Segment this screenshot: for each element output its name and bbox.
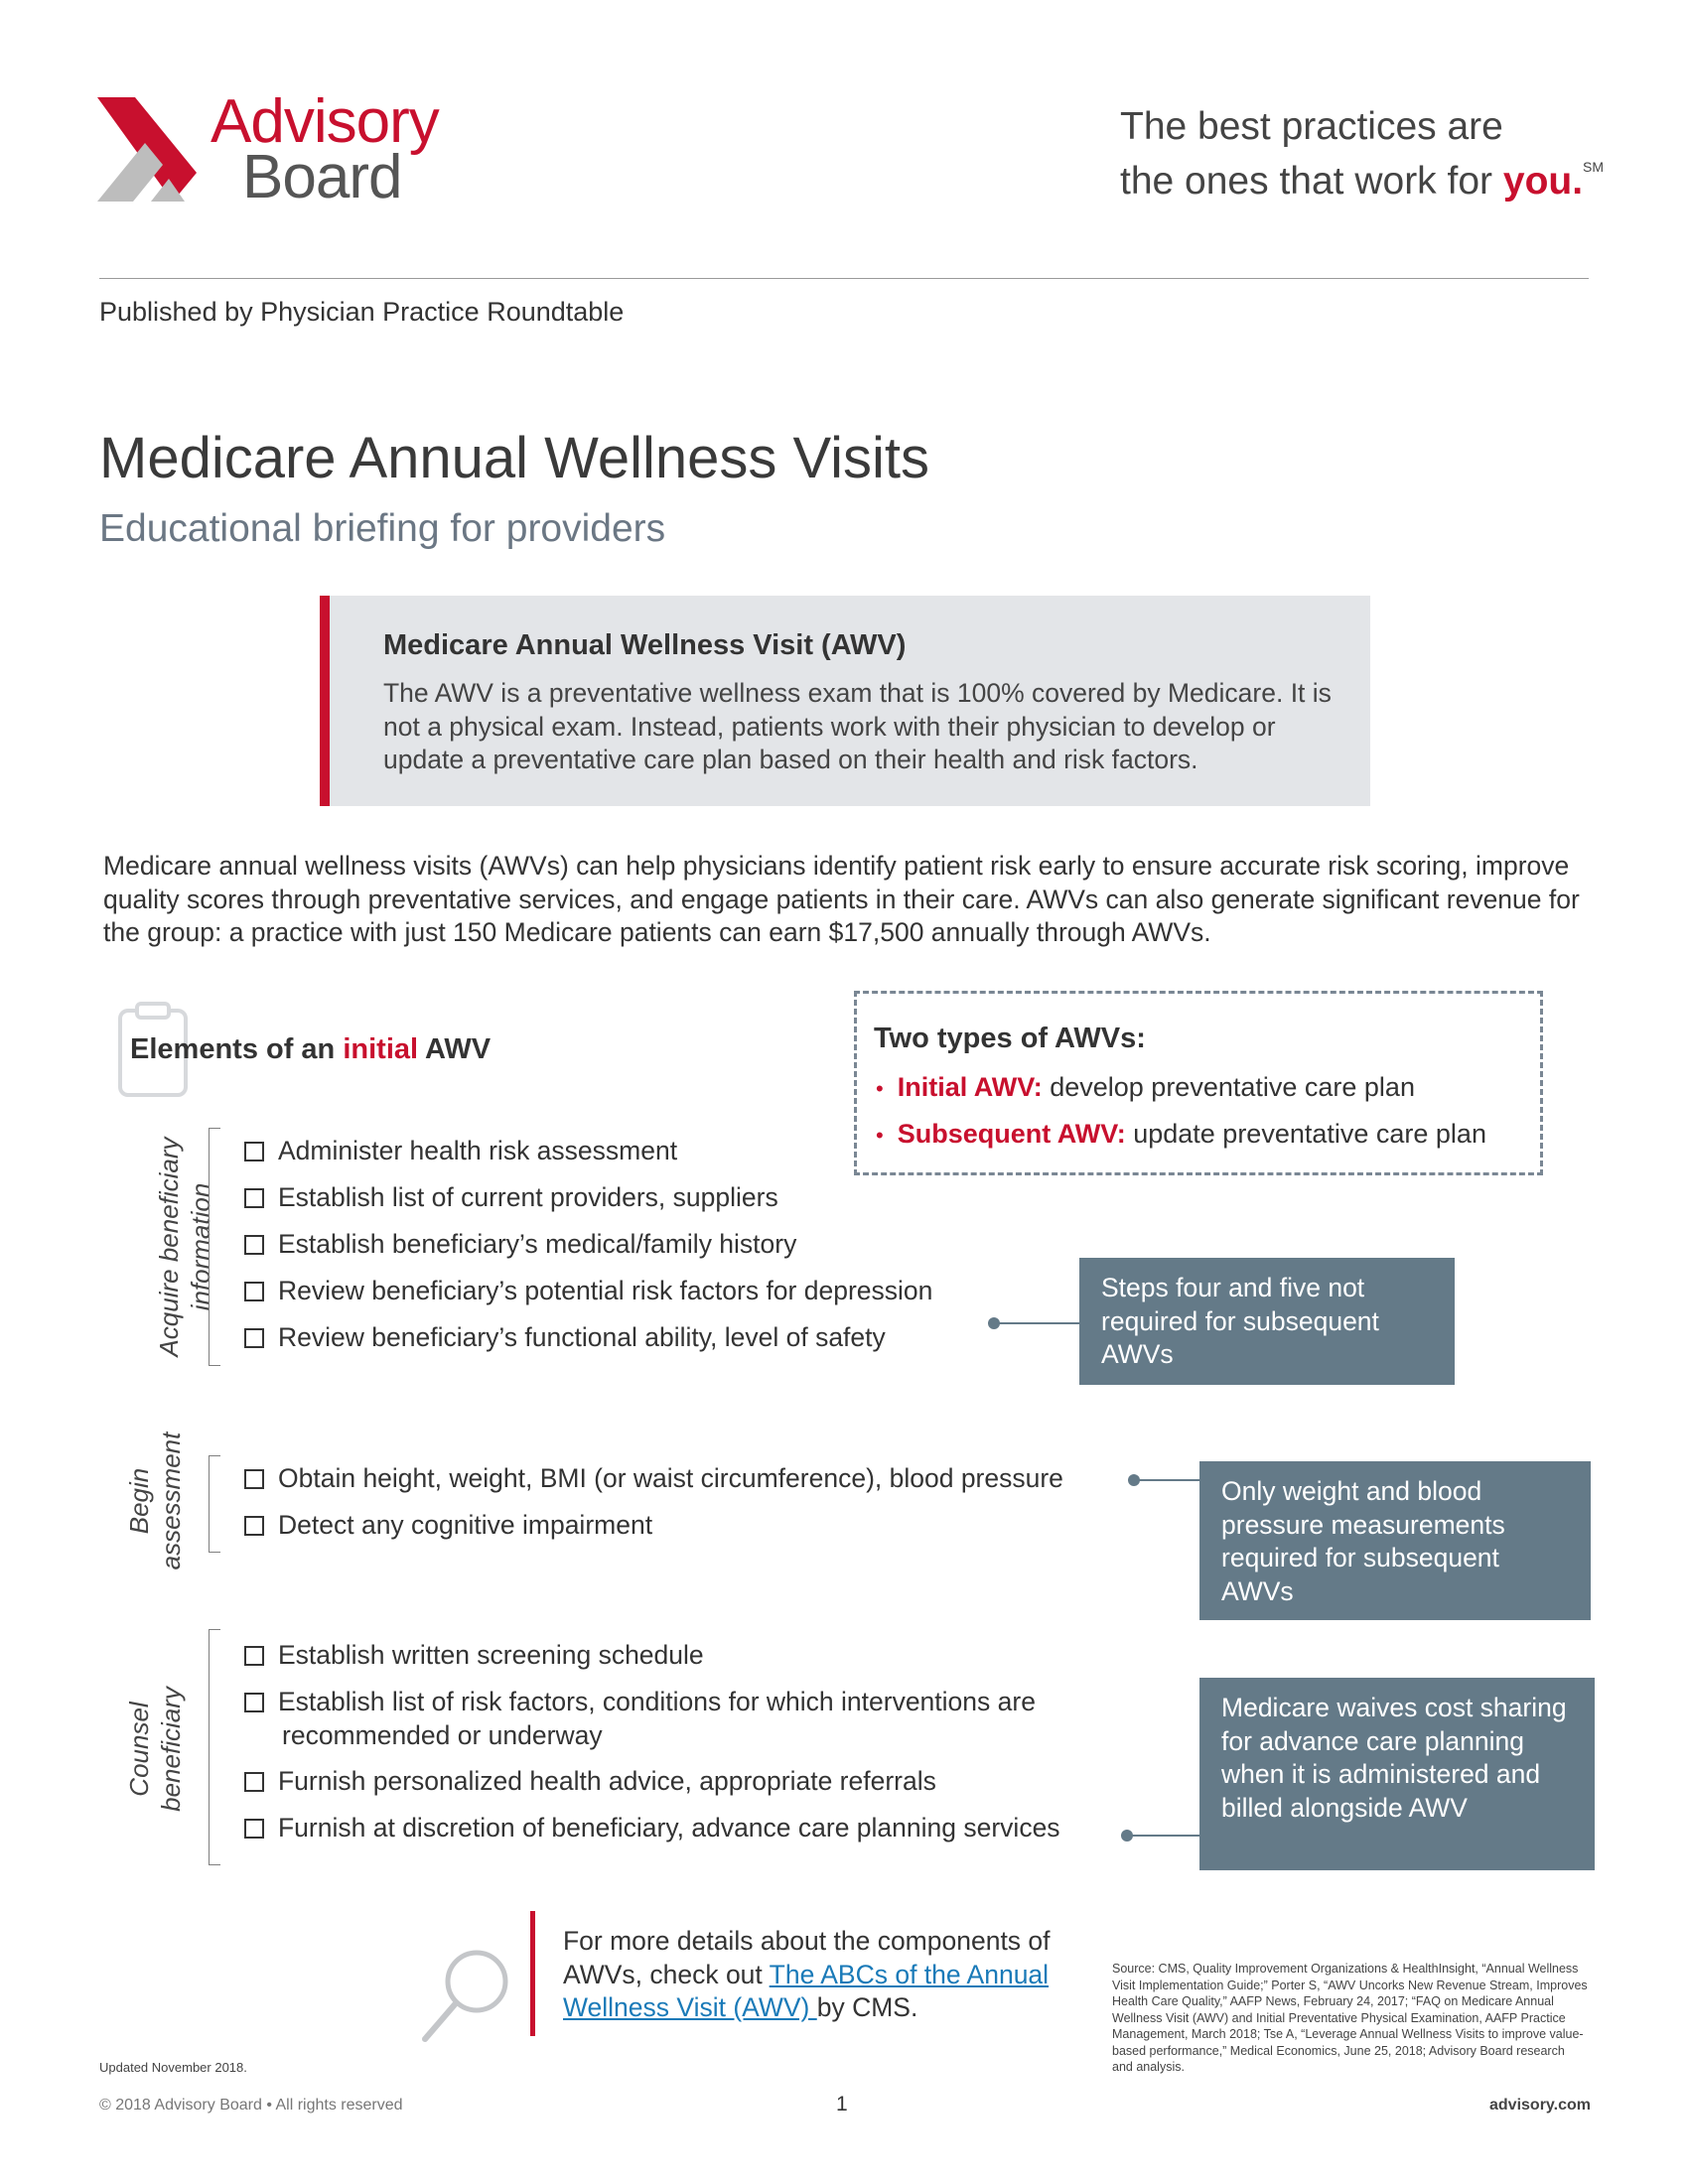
checklist-item: Furnish at discretion of beneficiary, advance care planning services <box>244 1812 1060 1845</box>
checkbox-icon <box>244 1469 264 1489</box>
note-connector-line <box>1127 1835 1199 1837</box>
checkbox-icon <box>244 1142 264 1161</box>
updated-date: Updated November 2018. <box>99 2060 247 2075</box>
header-divider <box>99 278 1589 279</box>
page-subtitle: Educational briefing for providers <box>99 507 666 550</box>
checklist-item: Establish beneficiary’s medical/family history <box>244 1228 796 1262</box>
bullet-icon: • <box>876 1123 884 1148</box>
checklist-item: Obtain height, weight, BMI (or waist circumference), blood pressure <box>244 1462 1063 1496</box>
service-mark: SM <box>1583 159 1605 175</box>
checkbox-icon <box>244 1188 264 1208</box>
checklist-item: Establish written screening schedule <box>244 1639 704 1673</box>
note-connector-line <box>994 1322 1079 1324</box>
copyright: © 2018 Advisory Board • All rights reserved <box>99 2097 403 2114</box>
source-citation: Source: CMS, Quality Improvement Organizations & HealthInsight, “Annual Wellness Visit Implementation Guide;” Porter S, “AWV Uncorks New Revenue Stream, Improves Health Care Quality,” AAFP News, February 24, 2017; “FAQ on Medicare Annual Wellness Visit (AWV) and Initial Preventative Physical Examination, AAFP Practice Management, March 2018; Tse A, “Leverage Annual Wellness Visits to improve value-based performance,” Medical Economics, June 25, 2018; Advisory Board research and analysis. <box>1112 1962 1588 2074</box>
tagline-you: you. <box>1502 160 1584 203</box>
awv-types-title: Two types of AWVs: <box>874 1023 1146 1054</box>
page-number: 1 <box>836 2093 848 2116</box>
tagline: The best practices are the ones that work for you.℠ <box>1120 105 1605 203</box>
checkbox-icon <box>244 1772 264 1792</box>
logo-wordmark-advisory: Advisory <box>211 87 439 156</box>
checkbox-icon <box>244 1328 264 1348</box>
page-title: Medicare Annual Wellness Visits <box>99 426 930 490</box>
group-label-acquire: Acquire beneficiary information <box>154 1137 215 1357</box>
checklist-item: Review beneficiary’s potential risk factors for depression <box>244 1275 932 1308</box>
group-bracket-begin <box>209 1455 220 1553</box>
checkbox-icon <box>244 1235 264 1255</box>
awv-type-initial: • Initial AWV: develop preventative care plan <box>876 1072 1415 1102</box>
checklist-item: Furnish personalized health advice, appropriate referrals <box>244 1765 936 1799</box>
elements-heading-highlight: initial <box>343 1033 419 1065</box>
checklist-item: Review beneficiary’s functional ability, level of safety <box>244 1321 886 1355</box>
elements-heading: Elements of an initial AWV <box>130 1033 492 1065</box>
note-connector-line <box>1134 1479 1199 1481</box>
website-link[interactable]: advisory.com <box>1489 2097 1591 2114</box>
note-advance-care-planning: Medicare waives cost sharing for advance care planning when it is administered and billed alongside AWV <box>1199 1678 1595 1870</box>
checkbox-icon <box>244 1282 264 1301</box>
checkbox-icon <box>244 1819 264 1839</box>
callout-body: The AWV is a preventative wellness exam that is 100% covered by Medicare. It is not a physical exam. Instead, patients work with their physician to develop or update a preventative care plan based on their health and risk factors. <box>383 678 1332 774</box>
magnifying-glass-icon <box>419 1944 514 2045</box>
callout-title: Medicare Annual Wellness Visit (AWV) <box>383 629 907 661</box>
note-subsequent-steps: Steps four and five not required for subsequent AWVs <box>1079 1258 1455 1385</box>
group-label-begin: Begin assessment <box>124 1432 186 1570</box>
group-bracket-counsel <box>209 1629 220 1865</box>
bullet-icon: • <box>876 1076 884 1101</box>
publisher-line: Published by Physician Practice Roundtable <box>99 297 625 327</box>
checklist-item: Establish list of risk factors, conditions for which interventions are recommended or underway <box>244 1686 1036 1752</box>
checkbox-icon <box>244 1516 264 1536</box>
checkbox-icon <box>244 1646 264 1666</box>
checklist-item: Establish list of current providers, suppliers <box>244 1181 778 1215</box>
group-label-counsel: Counsel beneficiary <box>124 1687 186 1812</box>
checkbox-icon <box>244 1693 264 1712</box>
awv-type-subsequent: • Subsequent AWV: update preventative care plan <box>876 1119 1486 1149</box>
checklist-item: Detect any cognitive impairment <box>244 1509 652 1543</box>
group-bracket-acquire <box>209 1128 220 1366</box>
note-weight-blood-pressure: Only weight and blood pressure measurements required for subsequent AWVs <box>1199 1461 1591 1620</box>
details-accent-bar <box>530 1911 535 2036</box>
intro-paragraph: Medicare annual wellness visits (AWVs) can help physicians identify patient risk early to ensure accurate risk scoring, improve quality scores through preventative services, and engage patients in their care. AWVs can also generate significant revenue for the group: a practice with just 150 Medicare patients can earn $17,500 annually through AWVs. <box>103 851 1580 947</box>
abcs-awv-link[interactable]: The ABCs of the Annual Wellness Visit (AWV) <box>563 1959 1050 2022</box>
logo-wordmark-board: Board <box>242 143 402 211</box>
checklist-item: Administer health risk assessment <box>244 1135 677 1168</box>
details-text: For more details about the components of AWVs, check out The ABCs of the Annual Wellness Visit (AWV) by CMS. <box>563 1926 1051 2022</box>
